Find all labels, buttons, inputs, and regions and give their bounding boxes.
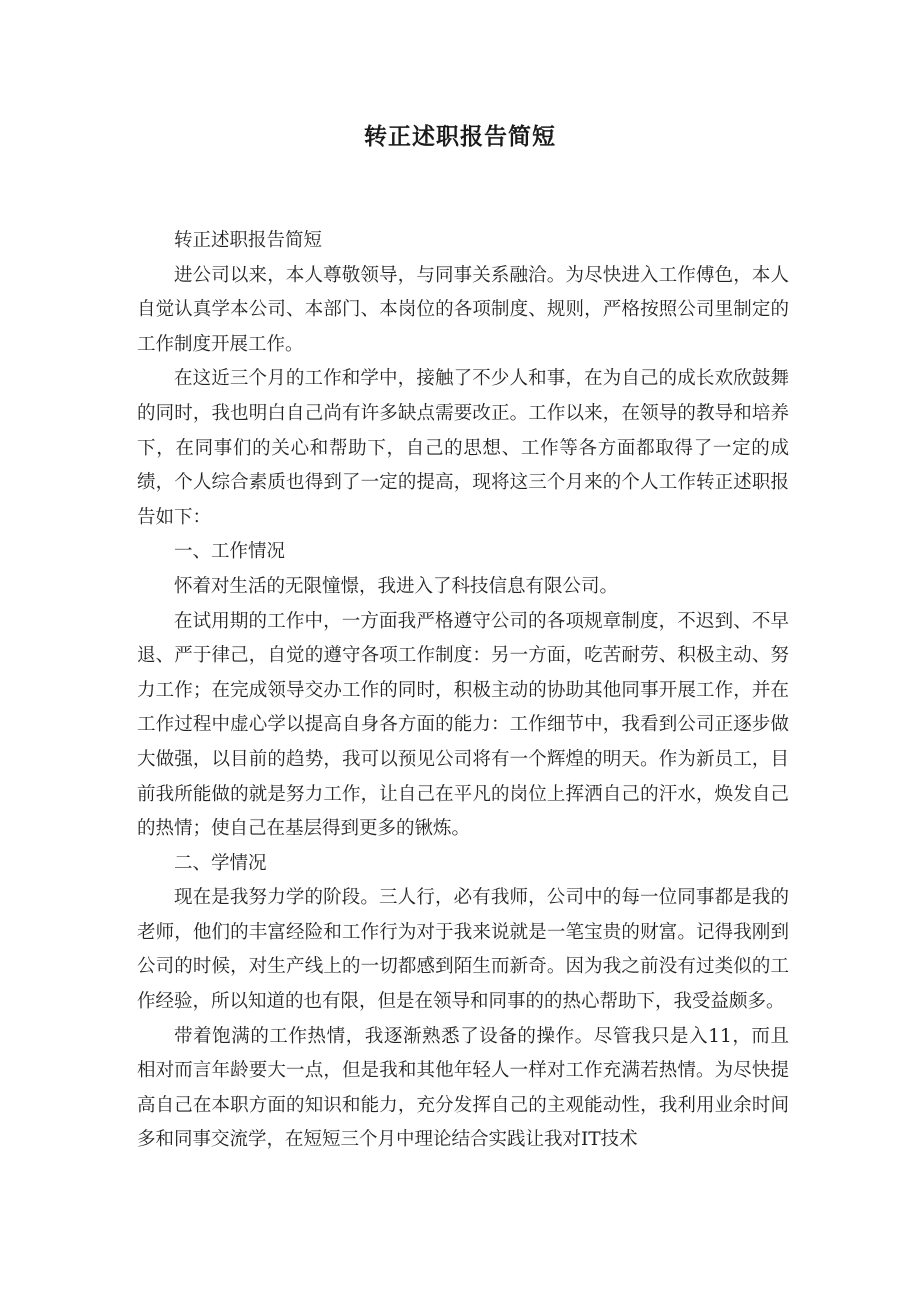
section-heading-work: 一、工作情况	[174, 541, 286, 563]
paragraph-overview: 在这近三个月的工作和学中，接触了不少人和事，在为自己的成长欢欣鼓舞的同时，我也明白自己尚有许多缺点需要改正。工作以来，在领导的教导和培养下，在同事们的关心和帮助下，自己的思想、工作等各方面都取得了一定的成绩，个人综合素质也得到了一定的提高，现将这三个月来的个人工作转正述职报告如下：	[137, 368, 789, 528]
paragraph-subtitle: 转正述职报告简短	[174, 230, 323, 251]
paragraph-enthusiasm: 带着饱满的工作热情，我逐渐熟悉了设备的操作。尽管我只是入11，而且相对而言年龄要大一点，但是我和其他年轻人一样对工作充满若热情。为尽快提高自己在本职方面的知识和能力，充分发挥自己的主观能动性，我利用业余时间多和同事交流学，在短短三个月中理论结合实践让我对IT技术	[137, 1025, 789, 1151]
paragraph-intro: 进公司以来，本人尊敬领导，与同事关系融洽。为尽快进入工作傅色，本人自觉认真学本公司、本部门、本岗位的各项制度、规则，严格按照公司里制定的工作制度开展工作。	[137, 264, 789, 355]
paragraph-joining: 怀着对生活的无限憧憬，我进入了科技信息有限公司。	[174, 575, 619, 597]
document-title: 转正述职报告简短	[364, 124, 556, 150]
document-body	[137, 224, 789, 1158]
section-heading-study: 二、学情况	[174, 852, 267, 874]
paragraph-study: 现在是我努力学的阶段。三人行，必有我师，公司中的每一位同事都是我的老师，他们的丰富经险和工作行为对于我来说就是一笔宝贵的财富。记得我刚到公司的时候，对生产线上的一切都感到陌生而新奇。因为我之前没有过类似的工作经验，所以知道的也有限，但是在领导和同事的的热心帮助下，我受益颇多。	[137, 887, 789, 1013]
paragraph-probation-work: 在试用期的工作中，一方面我严格遵守公司的各项规章制度，不迟到、不早退、严于律己，自觉的遵守各项工作制度：另一方面，吃苦耐劳、积极主动、努力工作；在完成领导交办工作的同时，积极主动的协助其他同事开展工作，并在工作过程中虚心学以提高自身各方面的能力：工作细节中，我看到公司正逐步做大做强，以目前的趋势，我可以预见公司将有一个辉煌的明天。作为新员工，目前我所能做的就是努力工作，让自己在平凡的岗位上挥洒自己的汗水，焕发自己的热情；使自己在基层得到更多的锹炼。	[137, 610, 789, 840]
